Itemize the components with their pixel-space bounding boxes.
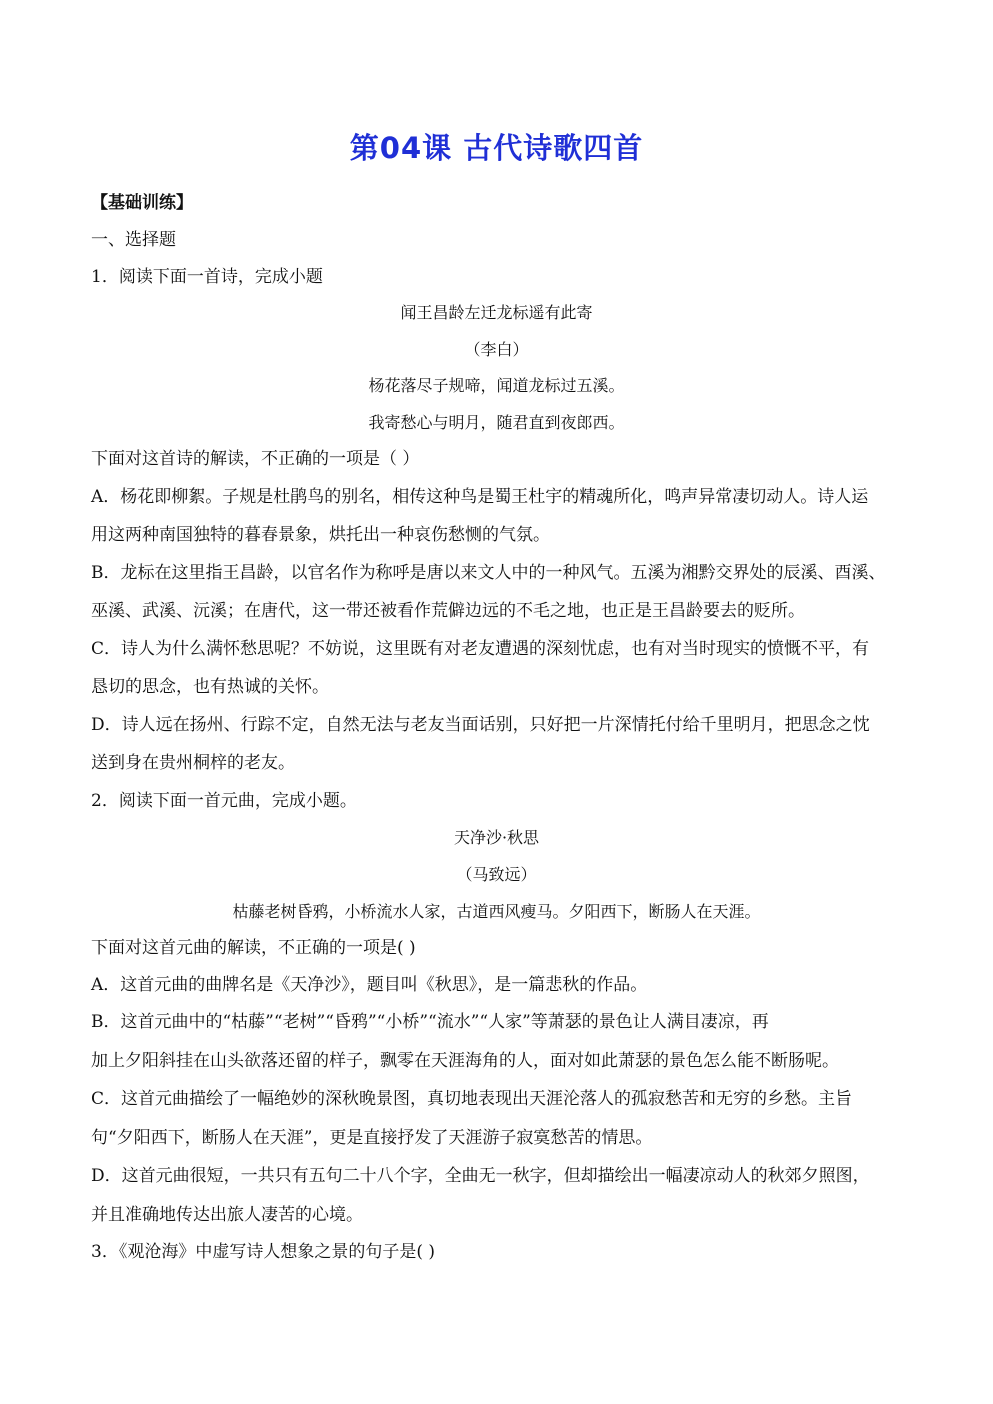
- q1-option-d-line2: 送到身在贵州桐梓的老友。: [91, 753, 295, 773]
- q1-option-b-line1: B．龙标在这里指王昌龄，以官名作为称呼是唐以来文人中的一种风气。五溪为湘黔交界处的辰溪、酉溪、: [91, 563, 886, 583]
- q1-poem-line2: 我寄愁心与明月，随君直到夜郎西。: [368, 413, 625, 432]
- q1-poem-title: 闻王昌龄左迁龙标遥有此寄: [400, 303, 593, 322]
- q2-poem-author: （马致远）: [456, 865, 537, 884]
- q2-option-b-line1: B．这首元曲中的“枯藤”“老树”“昏鸦”“小桥”“流水”“人家”等萧瑟的景色让人满目凄凉，再: [91, 1012, 769, 1032]
- q1-option-a-line2: 用这两种南国独特的暮春景象，烘托出一种哀伤愁恻的气氛。: [91, 525, 550, 545]
- q2-option-c-line1: C．这首元曲描绘了一幅绝妙的深秋晚景图，真切地表现出天涯沦落人的孤寂愁苦和无穷的乡愁。主旨: [91, 1089, 853, 1109]
- q2-option-b-line2: 加上夕阳斜挂在山头欲落还留的样子，飘零在天涯海角的人，面对如此萧瑟的景色怎么能不断肠呢。: [91, 1051, 839, 1071]
- q2-option-a-line1: A．这首元曲的曲牌名是《天净沙》，题目叫《秋思》，是一篇悲秋的作品。: [91, 975, 648, 995]
- q1-option-b-line2: 巫溪、武溪、沅溪；在唐代，这一带还被看作荒僻边远的不毛之地，也正是王昌龄要去的贬所。: [91, 601, 805, 621]
- q1-stem: 下面对这首诗的解读，不正确的一项是（ ）: [91, 449, 420, 469]
- q2-option-d-line1: D．这首元曲很短，一共只有五句二十八个字，全曲无一秋字，但却描绘出一幅凄凉动人的秋郊夕照图，: [91, 1166, 870, 1186]
- q2-stem: 下面对这首元曲的解读，不正确的一项是( ): [91, 938, 416, 958]
- q1-option-c-line1: C．诗人为什么满怀愁思呢？不妨说，这里既有对老友遭遇的深刻忧虑，也有对当时现实的愤慨不平，有: [91, 639, 870, 659]
- q1-option-a-line1: A．杨花即柳絮。子规是杜鹃鸟的别名，相传这种鸟是蜀王杜宇的精魂所化，鸣声异常凄切动人。诗人运: [91, 487, 869, 507]
- q1-poem-line1: 杨花落尽子规啼，闻道龙标过五溪。: [368, 376, 625, 395]
- q2-poem-line1: 枯藤老树昏鸦，小桥流水人家，古道西风瘦马。夕阳西下，断肠人在天涯。: [232, 902, 761, 921]
- q1-poem-author: （李白）: [464, 340, 529, 359]
- q2-option-c-line2: 句“夕阳西下，断肠人在天涯”，更是直接抒发了天涯游子寂寞愁苦的情思。: [91, 1128, 653, 1148]
- q1-option-c-line2: 恳切的思念，也有热诚的关怀。: [91, 677, 329, 697]
- page-title: 第04课 古代诗歌四首: [349, 131, 644, 165]
- q2-prompt: 2．阅读下面一首元曲，完成小题。: [91, 791, 357, 811]
- q1-prompt: 1．阅读下面一首诗，完成小题: [91, 267, 323, 287]
- q2-option-d-line2: 并且准确地传达出旅人凄苦的心境。: [91, 1205, 363, 1225]
- section-label: 【基础训练】: [91, 193, 193, 213]
- q1-option-d-line1: D．诗人远在扬州、行踪不定，自然无法与老友当面话别，只好把一片深情托付给千里明月，把思念之忱: [91, 715, 870, 735]
- q3-prompt: 3．《观沧海》中虚写诗人想象之景的句子是( ): [91, 1242, 435, 1262]
- q2-poem-title: 天净沙·秋思: [453, 828, 540, 847]
- part-label: 一、选择题: [91, 230, 176, 250]
